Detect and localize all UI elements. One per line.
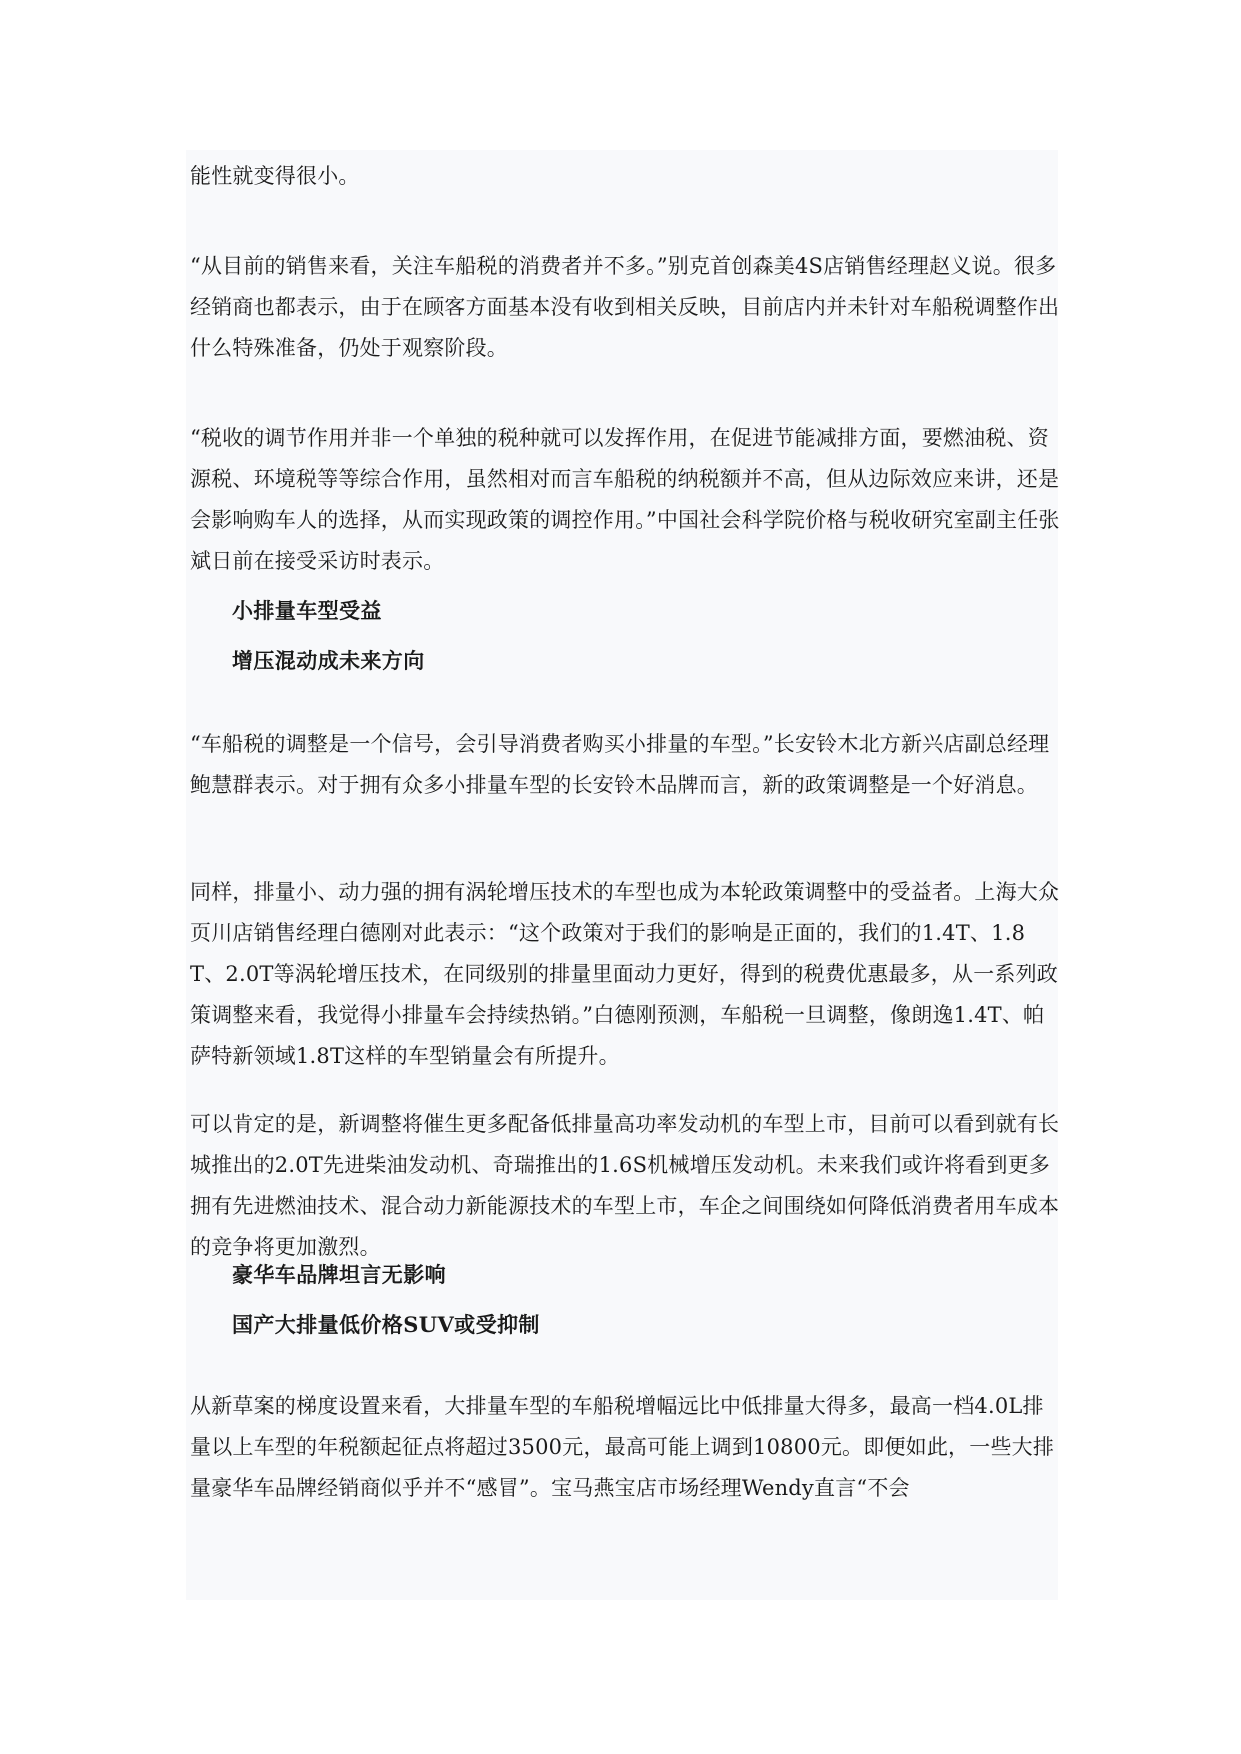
paragraph: “从目前的销售来看，关注车船税的消费者并不多。”别克首创森美4S店销售经理赵义说。很多经销商也都表示，由于在顾客方面基本没有收到相关反映，目前店内并未针对车船税调整作出什么特殊准备，仍处于观察阶段。 — [190, 254, 1060, 360]
paragraph: 同样，排量小、动力强的拥有涡轮增压技术的车型也成为本轮政策调整中的受益者。上海大众页川店销售经理白德刚对此表示：“这个政策对于我们的影响是正面的，我们的1.4T、1.8T、2.0T等涡轮增压技术，在同级别的排量里面动力更好，得到的税费优惠最多，从一系列政策调整来看，我觉得小排量车会持续热销。”白德刚预测，车船税一旦调整，像朗逸1.4T、帕萨特新领域1.8T这样的车型销量会有所提升。 — [190, 880, 1060, 1068]
paragraph: 可以肯定的是，新调整将催生更多配备低排量高功率发动机的车型上市，目前可以看到就有长城推出的2.0T先进柴油发动机、奇瑞推出的1.6S机械增压发动机。未来我们或许将看到更多拥有先进燃油技术、混合动力新能源技术的车型上市，车企之间围绕如何降低消费者用车成本的竞争将更加激烈。 — [190, 1112, 1060, 1259]
section-heading: 小排量车型受益 — [232, 598, 382, 623]
section-heading: 增压混动成未来方向 — [232, 648, 425, 673]
paragraph: 能性就变得很小。 — [190, 164, 360, 188]
article-body — [186, 150, 1058, 1600]
section-heading: 国产大排量低价格SUV或受抑制 — [232, 1312, 540, 1337]
paragraph: “税收的调节作用并非一个单独的税种就可以发挥作用，在促进节能减排方面，要燃油税、资源税、环境税等等综合作用，虽然相对而言车船税的纳税额并不高，但从边际效应来讲，还是会影响购车人的选择，从而实现政策的调控作用。”中国社会科学院价格与税收研究室副主任张斌日前在接受采访时表示。 — [190, 426, 1060, 573]
section-heading: 豪华车品牌坦言无影响 — [232, 1262, 446, 1287]
paragraph: 从新草案的梯度设置来看，大排量车型的车船税增幅远比中低排量大得多，最高一档4.0L排量以上车型的年税额起征点将超过3500元，最高可能上调到10800元。即便如此，一些大排量豪华车品牌经销商似乎并不“感冒”。宝马燕宝店市场经理Wendy直言“不会 — [190, 1394, 1055, 1500]
paragraph: “车船税的调整是一个信号，会引导消费者购买小排量的车型。”长安铃木北方新兴店副总经理鲍慧群表示。对于拥有众多小排量车型的长安铃木品牌而言，新的政策调整是一个好消息。 — [190, 732, 1050, 797]
